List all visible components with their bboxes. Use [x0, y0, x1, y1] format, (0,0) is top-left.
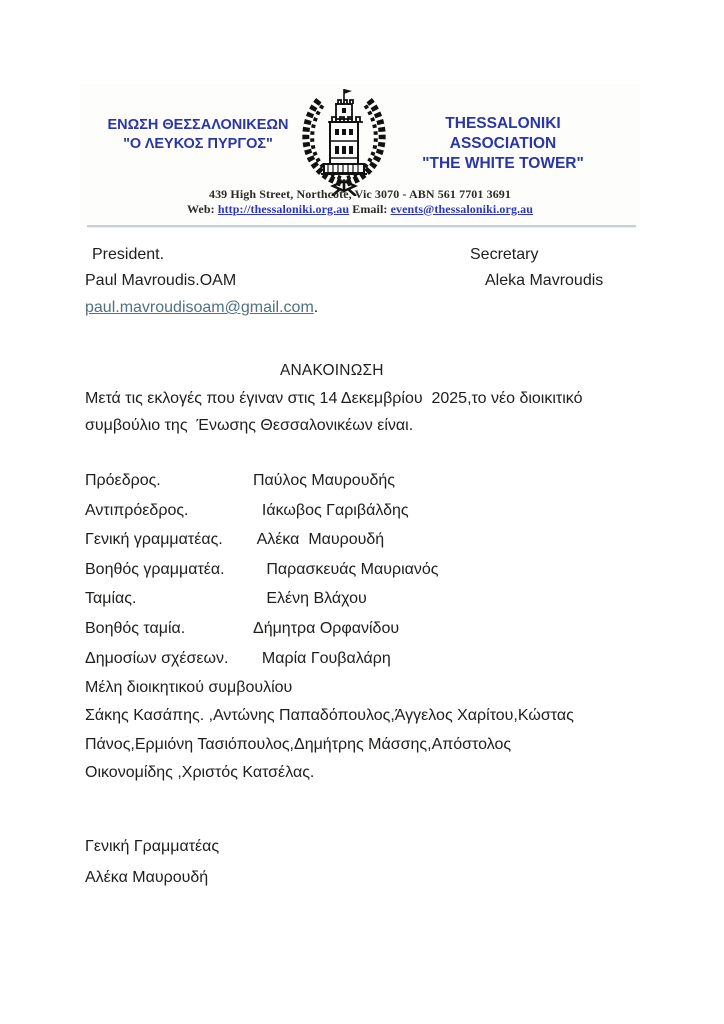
signature-name: Αλέκα Μαυρουδή [85, 869, 209, 886]
president-email-link[interactable]: paul.mavroudisoam@gmail.com [85, 299, 314, 316]
members-line: Οικονομίδης ,Χριστός Κατσέλας. [85, 764, 315, 781]
members-paragraph [85, 702, 574, 788]
board-list [85, 466, 439, 673]
members-line: Πάνος,Ερμιόνη Τασιόπουλος,Δημήτρης Μάσσης,Απόστολος [85, 735, 512, 753]
board-member-name: Μαρία Γουβαλάρη [253, 649, 391, 667]
signature-role: Γενική Γραμματέας [85, 838, 220, 855]
letterhead [80, 84, 640, 226]
board-member-name: Ελένη Βλάχου [253, 590, 367, 608]
president-email-line [85, 298, 318, 318]
org-name-greek-line1: ΕΝΩΣΗ ΘΕΣΣΑΛΟΝΙΚΕΩΝ [107, 117, 289, 133]
board-row [85, 614, 439, 644]
email-label: Email: [349, 201, 391, 216]
announcement-title: ΑΝΑΚΟΙΝΩΣΗ [280, 362, 384, 379]
contact-line [80, 202, 640, 217]
intro-line: συμβούλιο της Ένωσης Θεσσαλονικέων είναι. [85, 417, 414, 434]
board-row [85, 555, 439, 585]
white-tower-logo-icon [291, 86, 397, 196]
board-role: Αντιπρόεδρος. [85, 501, 189, 519]
board-role: Ταμίας. [85, 590, 137, 608]
header-divider [87, 225, 636, 228]
board-row [85, 496, 439, 526]
board-row [85, 644, 439, 674]
org-name-greek [102, 116, 294, 154]
org-name-greek-line2: "Ο ΛΕΥΚΟΣ ΠΥΡΓΟΣ" [123, 136, 273, 152]
street-address: 439 High Street, Northcote, Vic 3070 - ABN 561 7701 3691 [208, 187, 511, 201]
board-row [85, 525, 439, 555]
president-name: Paul Mavroudis.OAM [85, 272, 237, 289]
board-role: Βοηθός ταμία. [85, 619, 186, 637]
board-role: Γενική γραμματέας. [85, 531, 223, 549]
board-member-name: Δήμητρα Ορφανίδου [253, 619, 400, 637]
board-row [85, 584, 439, 614]
header-email-link[interactable]: events@thessaloniki.org.au [390, 201, 534, 216]
web-label: Web: [186, 201, 218, 216]
board-role: Δημοσίων σχέσεων. [85, 649, 229, 667]
board-role: Πρόεδρος. [85, 472, 161, 489]
letterhead-address [80, 187, 640, 216]
board-member-name: Παύλος Μαυρουδής [253, 472, 395, 489]
president-label: President. [92, 246, 165, 263]
org-name-english [398, 114, 608, 174]
board-member-name: Αλέκα Μαυρουδή [253, 531, 385, 549]
board-row [85, 466, 439, 496]
secretary-label: Secretary [470, 246, 539, 263]
intro-line: Μετά τις εκλογές που έγιναν στις 14 Δεκεμβρίου 2025,το νέο διοικιτικό [85, 390, 583, 407]
announcement-intro [85, 385, 582, 439]
board-role: Βοηθός γραμματέα. [85, 560, 225, 578]
website-link[interactable]: http://thessaloniki.org.au [217, 201, 350, 216]
org-name-english-line2: "THE WHITE TOWER" [422, 155, 584, 172]
org-name-english-line1: THESSALONIKI ASSOCIATION [445, 115, 561, 152]
email-period: . [313, 299, 319, 316]
members-line: Σάκης Κασάπης. ,Αντώνης Παπαδόπουλος,Άγγελος Χαρίτου,Κώστας [85, 707, 574, 724]
secretary-name: Aleka Mavroudis [485, 272, 604, 289]
members-heading: Μέλη διοικητικού συμβουλίου [85, 679, 293, 696]
board-member-name: Ιάκωβος Γαριβάλδης [253, 501, 409, 519]
board-member-name: Παρασκευάς Μαυριανός [253, 560, 439, 578]
